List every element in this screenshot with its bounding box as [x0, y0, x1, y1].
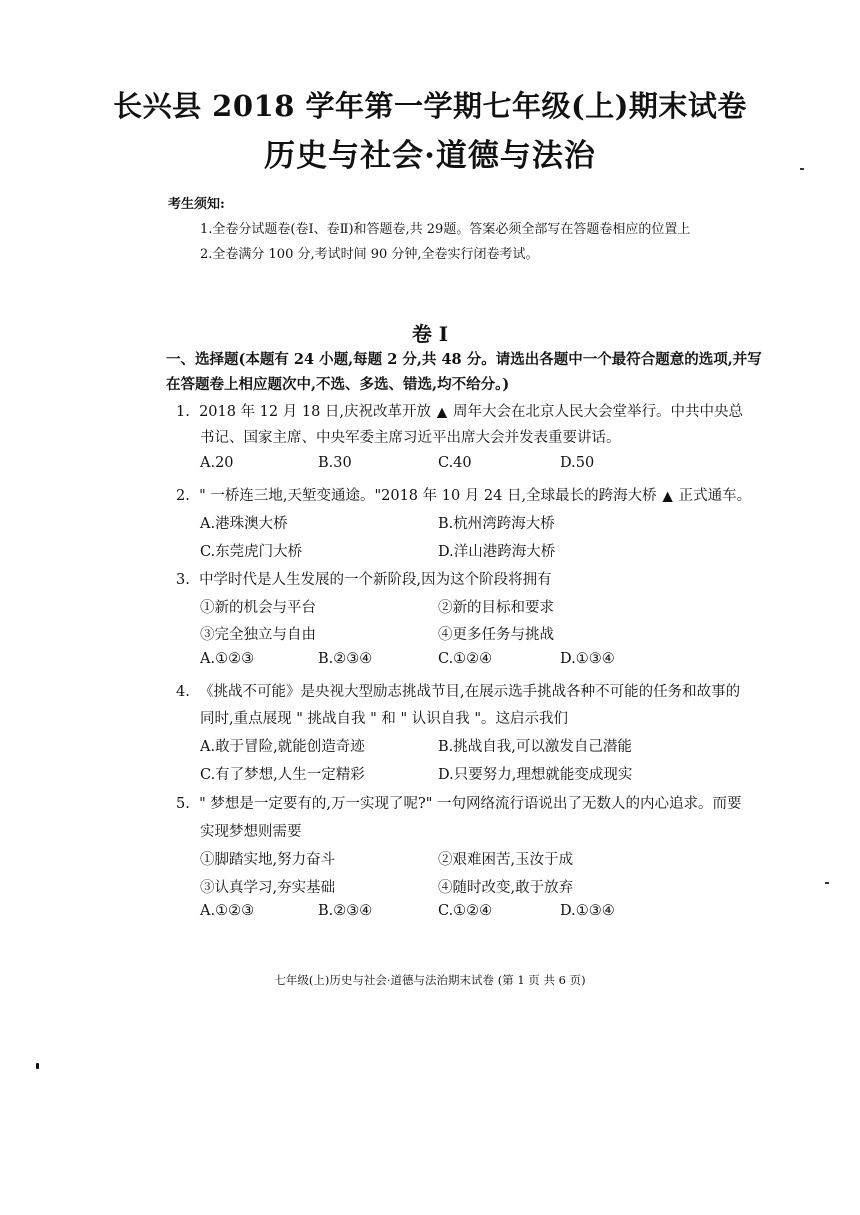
exam-title: 长兴县 2018 学年第一学期七年级(上)期末试卷	[113, 89, 747, 123]
question-number: 5.	[176, 796, 190, 812]
option-b: B.杭州湾跨海大桥	[438, 516, 555, 532]
statement-item: ②新的目标和要求	[438, 600, 554, 616]
question-2	[176, 484, 751, 505]
question-3	[176, 568, 552, 589]
option-b: B.30	[318, 455, 352, 471]
scan-speck	[800, 168, 804, 170]
question-number: 4.	[176, 684, 190, 700]
question-text: 实现梦想则需要	[200, 824, 302, 840]
option-b: B.②③④	[318, 903, 373, 919]
statement-item: ③完全独立与自由	[200, 627, 316, 643]
option-b: B.②③④	[318, 651, 373, 667]
option-c: C.①②④	[438, 651, 493, 667]
statement-item: ④更多任务与挑战	[438, 627, 554, 643]
option-d: D.①③④	[560, 651, 615, 667]
option-d: D.①③④	[560, 903, 615, 919]
statement-item: ①脚踏实地,努力奋斗	[200, 852, 336, 868]
question-text: 正式通车。	[678, 488, 752, 504]
option-d: D.50	[560, 455, 595, 471]
question-text: 2018 年 12 月 18 日,庆祝改革开放	[199, 404, 432, 420]
option-c: C.①②④	[438, 903, 493, 919]
question-text: 周年大会在北京人民大会堂举行。中共中央总	[453, 404, 744, 420]
exam-subtitle: 历史与社会·道德与法治	[264, 138, 596, 174]
question-4	[176, 680, 740, 701]
volume-title: 卷 I	[411, 322, 449, 346]
question-text: 书记、国家主席、中央军委主席习近平出席大会并发表重要讲话。	[200, 430, 621, 446]
blank-triangle-icon: ▲	[437, 405, 448, 420]
option-a: A.敢于冒险,就能创造奇迹	[200, 739, 365, 755]
question-number: 1.	[176, 404, 190, 420]
notice-heading: 考生须知:	[168, 197, 225, 212]
question-5	[176, 792, 742, 813]
option-b: B.挑战自我,可以激发自己潜能	[438, 739, 632, 755]
option-d: D.只要努力,理想就能变成现实	[438, 767, 633, 783]
question-text: 《挑战不可能》是央视大型励志挑战节目,在展示选手挑战各种不可能的任务和故事的	[199, 684, 741, 700]
option-d: D.洋山港跨海大桥	[438, 544, 556, 560]
question-1	[176, 400, 743, 421]
question-text: 中学时代是人生发展的一个新阶段,因为这个阶段将拥有	[199, 572, 552, 588]
notice-item: 1.全卷分试题卷(卷Ⅰ、卷Ⅱ)和答题卷,共 29题。答案必须全部写在答题卷相应的位置上	[200, 222, 691, 237]
option-c: C.有了梦想,人生一定精彩	[200, 767, 365, 783]
option-a: A.①②③	[200, 651, 255, 667]
blank-triangle-icon: ▲	[662, 489, 673, 504]
section-instruction: 一、选择题(本题有 24 小题,每题 2 分,共 48 分。请选出各题中一个最符合题意的选项,并写	[166, 351, 762, 368]
statement-item: ④随时改变,敢于放弃	[438, 880, 574, 896]
question-number: 3.	[176, 572, 190, 588]
section-instruction: 在答题卷上相应题次中,不选、多选、错选,均不给分。)	[166, 376, 510, 393]
question-text: " 梦想是一定要有的,万一实现了呢?" 一句网络流行语说出了无数人的内心追求。而要	[199, 796, 742, 812]
statement-item: ③认真学习,夯实基础	[200, 880, 336, 896]
scan-speck	[36, 1063, 39, 1069]
option-a: A.港珠澳大桥	[200, 516, 288, 532]
statement-item: ②艰难困苦,玉汝于成	[438, 852, 574, 868]
option-c: C.东莞虎门大桥	[200, 544, 303, 560]
option-a: A.20	[200, 455, 234, 471]
page-footer: 七年级(上)历史与社会·道德与法治期末试卷 (第 1 页 共 6 页)	[274, 973, 586, 987]
notice-item: 2.全卷满分 100 分,考试时间 90 分钟,全卷实行闭卷考试。	[200, 247, 539, 262]
question-text: 同时,重点展现 " 挑战自我 " 和 " 认识自我 "。这启示我们	[200, 711, 569, 727]
question-text: " 一桥连三地,天堑变通途。"2018 年 10 月 24 日,全球最长的跨海大桥	[199, 488, 657, 504]
option-c: C.40	[438, 455, 472, 471]
question-number: 2.	[176, 488, 190, 504]
statement-item: ①新的机会与平台	[200, 600, 316, 616]
scan-speck	[825, 882, 829, 884]
option-a: A.①②③	[200, 903, 255, 919]
